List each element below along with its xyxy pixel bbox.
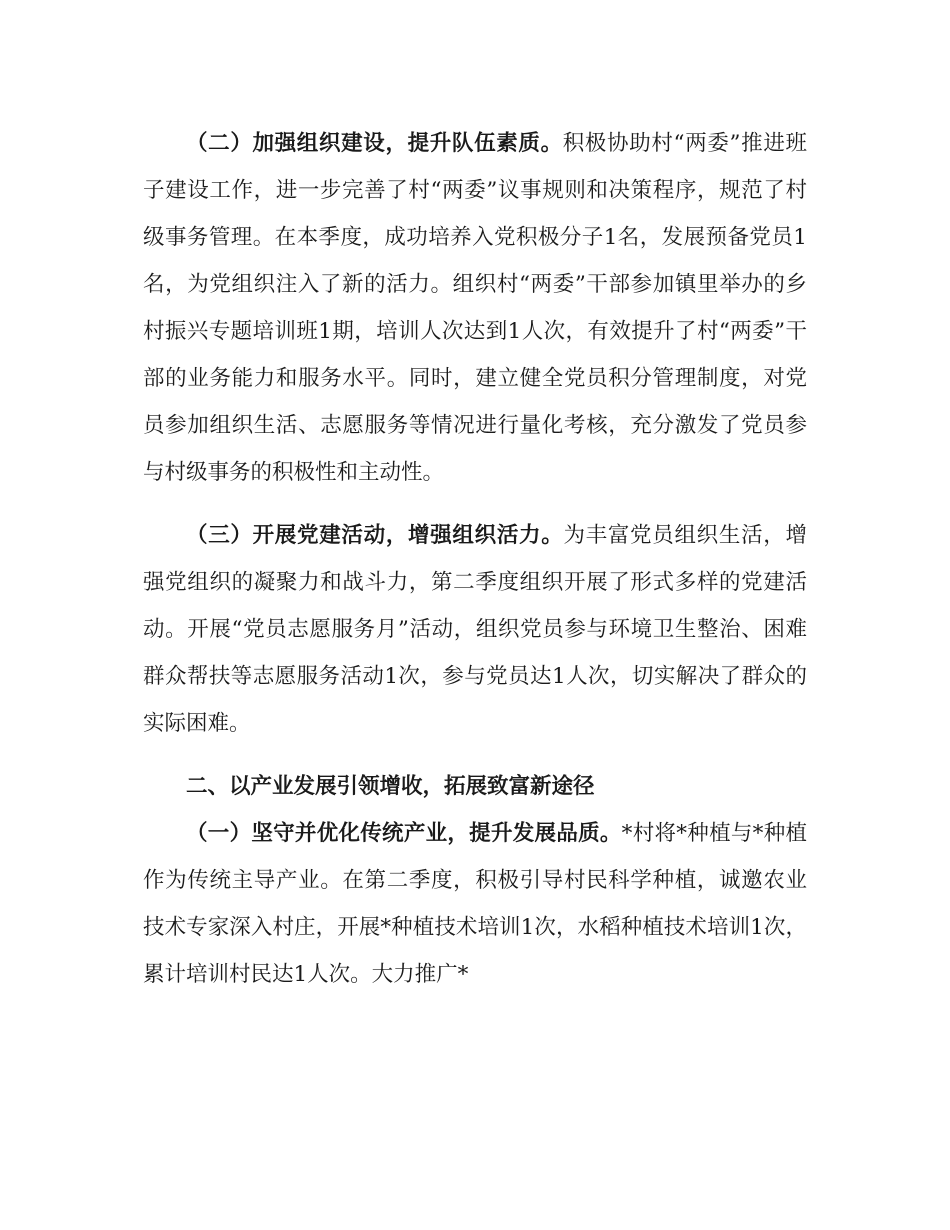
paragraph-organization-building: [143, 120, 807, 496]
paragraph-party-activities: [143, 512, 807, 747]
paragraph-text: 为丰富党员组织生活，增强党组织的凝聚力和战斗力，第二季度组织开展了形式多样的党建活动。开展“党员志愿服务月”活动，组织党员参与环境卫生整治、困难群众帮扶等志愿服务活动1次，参与党员达1人次，切实解决了群众的实际困难。: [143, 523, 807, 736]
paragraph-lead: （三）开展党建活动，增强组织活力。: [186, 523, 564, 548]
paragraph-traditional-industry: [143, 810, 807, 998]
paragraph-text: 积极协助村“两委”推进班子建设工作，进一步完善了村“两委”议事规则和决策程序，规范了村级事务管理。在本季度，成功培养入党积极分子1名，发展预备党员1名，为党组织注入了新的活力。组织村“两委”干部参加镇里举办的乡村振兴专题培训班1期，培训人次达到1人次，有效提升了村“两委”干部的业务能力和服务水平。同时，建立健全党员积分管理制度，对党员参加组织生活、志愿服务等情况进行量化考核，充分激发了党员参与村级事务的积极性和主动性。: [143, 131, 807, 485]
paragraph-lead: （一）坚守并优化传统产业，提升发展品质。: [186, 821, 622, 846]
document-body: [143, 120, 807, 998]
paragraph-text: *村将*种植与*种植作为传统主导产业。在第二季度，积极引导村民科学种植，诚邀农业技术专家深入村庄，开展*种植技术培训1次，水稻种植技术培训1次，累计培训村民达1人次。大力推广*: [143, 821, 807, 987]
section-heading: 二、以产业发展引领增收，拓展致富新途径: [186, 774, 595, 799]
paragraph-lead: （二）加强组织建设，提升队伍素质。: [186, 131, 563, 156]
